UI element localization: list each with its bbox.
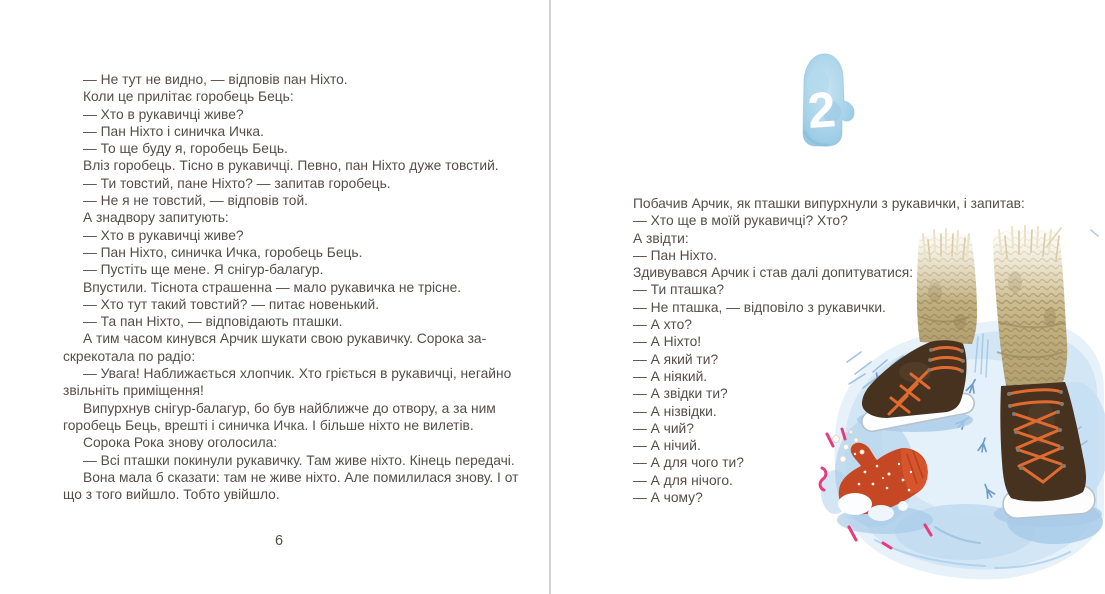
text-line: — Пан Ніхто.	[633, 247, 718, 263]
text-line: Випурхнув снігур-балагур, бо був найближче до отвору, а за ним	[83, 400, 496, 416]
text-line: — Пан Ніхто, синичка Ичка, горобець Бець.	[83, 244, 363, 260]
text-line: — А Ніхто!	[633, 334, 702, 350]
illustration-boots-in-snow	[815, 222, 1105, 594]
story-text-left	[63, 71, 518, 503]
text-line: — А який ти?	[633, 351, 719, 367]
text-line: — Ти товстий, пане Ніхто? — запитав горобець.	[83, 175, 391, 191]
text-line: — Увага! Наближається хлопчик. Хто гріється в рукавичці, негайно	[83, 366, 512, 382]
text-line: — А для чого ти?	[633, 455, 744, 471]
text-line: — Не тут не видно, — відповів пан Ніхто.	[83, 72, 348, 87]
text-line: скрекотала по радіо:	[63, 348, 196, 364]
text-line: горобець Бець, врешті і синичка Ичка. І більше ніхто не вилетів.	[63, 417, 474, 433]
text-line: — Ти пташка?	[633, 282, 725, 298]
text-line: — Хто в рукавичці живе?	[83, 106, 244, 122]
text-line: — А чий?	[633, 420, 694, 436]
text-line: Коли це прилітає горобець Бець:	[83, 89, 294, 105]
text-line: — А нічий.	[633, 438, 701, 454]
text-line: А знадвору запитують:	[83, 210, 229, 226]
text-line: А звідти:	[633, 230, 689, 246]
text-line: Вліз горобець. Тісно в рукавичці. Певно, пан Ніхто дуже товстий.	[83, 158, 499, 174]
page-spine-divider	[549, 0, 551, 594]
text-line: звільніть приміщення!	[63, 383, 204, 399]
text-line: Впустили. Тіснота страшенна — мало рукавичка не трісне.	[83, 279, 462, 295]
text-line: — А чому?	[633, 490, 703, 506]
text-line: Вона мала б сказати: там не живе ніхто. Але помилилася знову. І от	[83, 469, 519, 485]
page-number: 6	[274, 533, 284, 549]
text-line: — Пан Ніхто і синичка Ичка.	[83, 123, 264, 139]
text-line: — Та пан Ніхто, — відповідають пташки.	[83, 314, 343, 330]
text-line: — Не пташка, — відповіло з рукавички.	[633, 299, 886, 315]
text-line: А тим часом кинувся Арчик шукати свою рукавичку. Сорока за-	[83, 331, 487, 347]
text-line: — Хто ще в моїй рукавичці? Хто?	[633, 213, 848, 229]
text-line: — А ніякий.	[633, 368, 708, 384]
chapter-mitten-badge	[789, 46, 857, 152]
text-line: Побачив Арчик, як пташки випурхнули з рукавички, і запитав:	[633, 196, 1025, 211]
text-line: — Не я не товстий, — відповів той.	[83, 193, 308, 209]
text-line: що з того вийшло. Тобто увійшло.	[63, 487, 280, 503]
text-line: — То ще буду я, горобець Бець.	[83, 141, 288, 157]
text-line: Здивувався Арчик і став далі допитуватися:	[633, 265, 914, 281]
text-line: — Хто в рукавичці живе?	[83, 227, 244, 243]
text-line: — А хто?	[633, 317, 692, 333]
text-line: — А для нічого.	[633, 472, 733, 488]
text-line: — Пустіть ще мене. Я снігур-балагур.	[83, 262, 324, 278]
text-line: Сорока Рока знову оголосила:	[83, 435, 278, 451]
text-line: — А звідки ти?	[633, 386, 728, 402]
text-line: — Всі пташки покинули рукавичку. Там живе ніхто. Кінець передачі.	[83, 452, 515, 468]
text-line: — Хто тут такий товстий? — питає новенький.	[83, 296, 380, 312]
left-boot	[857, 340, 976, 433]
text-line: — А нізвідки.	[633, 403, 717, 419]
chapter-number: 2	[805, 81, 838, 139]
